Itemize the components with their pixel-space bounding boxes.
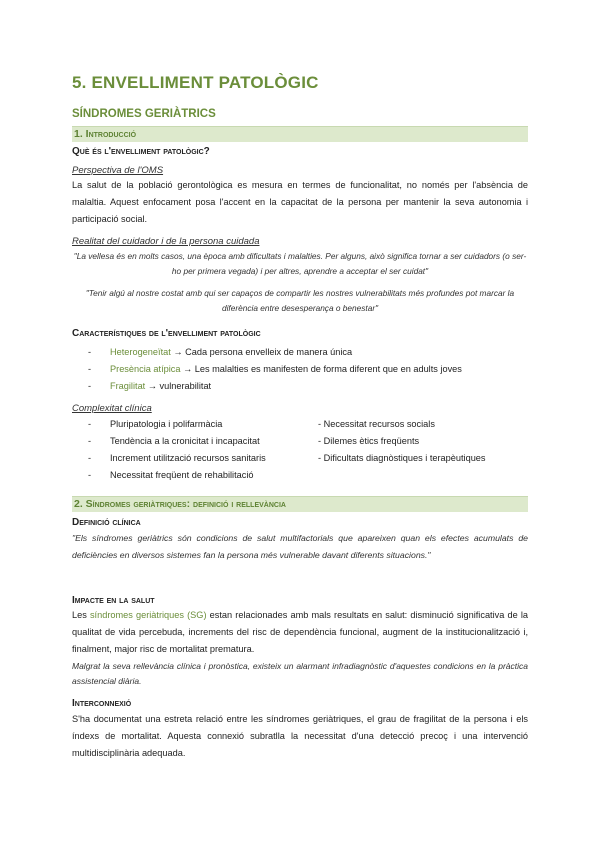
list-item: - Increment utilització recursos sanitaris	[88, 450, 266, 467]
reality-label: Realitat del cuidador i de la persona cuidada	[72, 236, 260, 247]
list-item: - Heterogeneïtat → Cada persona envelleix de manera única	[88, 344, 462, 361]
list-item: - Tendència a la cronicitat i incapacitat	[88, 433, 266, 450]
list-item: - Necessitat freqüent de rehabilitació	[88, 467, 266, 484]
list-item: - Dilemes ètics freqüents	[318, 436, 420, 446]
chapter-subtitle: SÍNDROMES GERIÀTRICS	[72, 108, 216, 120]
interconnection-paragraph: S'ha documentat una estreta relació entre les síndromes geriàtriques, el grau de fragilitat de la persona i els índexs de mortalitat. Aquesta connexió subratlla la necessitat d'una detecció precoç i una intervenció multidisciplinària adequada.	[72, 714, 528, 758]
section-1-heading: 1. Introducció	[74, 128, 137, 140]
chapter-title: 5. ENVELLIMENT PATOLÒGIC	[72, 73, 319, 92]
impact-heading: Impacte en la salut	[72, 595, 155, 606]
complexity-list-right	[318, 416, 486, 467]
definition-heading: Definició clínica	[72, 517, 141, 528]
quote-2: "Tenir algú al nostre costat amb qui ser capaços de compartir les nostres vulnerabilitats més profundes pot marcar la diferència entre desesperança o benestar"	[85, 288, 515, 313]
quote-1: "La vellesa és en molts casos, una època amb dificultats i malalties. Per alguns, això significa tornar a ser cuidadors (o ser-ho per primera vegada) i per altres, aprendre a acceptar el ser cuidat"	[73, 251, 527, 276]
section-1-bar	[72, 126, 528, 142]
oms-paragraph: La salut de la població gerontològica es mesura en termes de funcionalitat, no només per l'absència de malaltia. Aquest enfocament posa l'accent en la capacitat de la persona per mantenir la seva autonomia i participació social.	[72, 180, 528, 224]
impact-paragraph: Les síndromes geriàtriques (SG) estan relacionades amb mals resultats en salut: disminució significativa de la qualitat de vida percebuda, increments del risc de dependència funcional, augment de la institucionalització i, finalment, major risc de mortalitat prematura.	[72, 610, 528, 654]
definition-quote: "Els síndromes geriàtrics són condicions de salut multifactorials que apareixen quan els efectes acumulats de deficiències en diversos sistemes fan la persona més vulnerable davant diferents situacions."	[72, 533, 528, 560]
complexity-label: Complexitat clínica	[72, 403, 152, 414]
list-item: - Presència atípica → Les malalties es manifesten de forma diferent que en adults joves	[88, 361, 462, 378]
list-item: - Fragilitat → vulnerabilitat	[88, 378, 462, 395]
complexity-list-left	[88, 416, 266, 484]
question-heading: Què és l'envelliment patològic?	[72, 146, 210, 157]
section-2-heading: 2. Síndromes geriàtriques: definició i rellevància	[74, 498, 286, 510]
section-2-bar	[72, 496, 528, 512]
oms-label: Perspectiva de l'OMS	[72, 165, 164, 176]
interconnection-heading: Interconnexió	[72, 698, 132, 709]
characteristics-list	[88, 344, 462, 395]
list-item: - Pluripatologia i polifarmàcia	[88, 416, 266, 433]
impact-note: Malgrat la seva rellevància clínica i pronòstica, existeix un alarmant infradiagnòstic d'aquestes condicions en la pràctica assistencial diària.	[72, 661, 528, 686]
list-item: - Necessitat recursos socials	[318, 419, 435, 429]
characteristics-heading: Característiques de l'envelliment patològic	[72, 328, 261, 339]
list-item: - Dificultats diagnòstiques i terapèutiques	[318, 453, 486, 463]
